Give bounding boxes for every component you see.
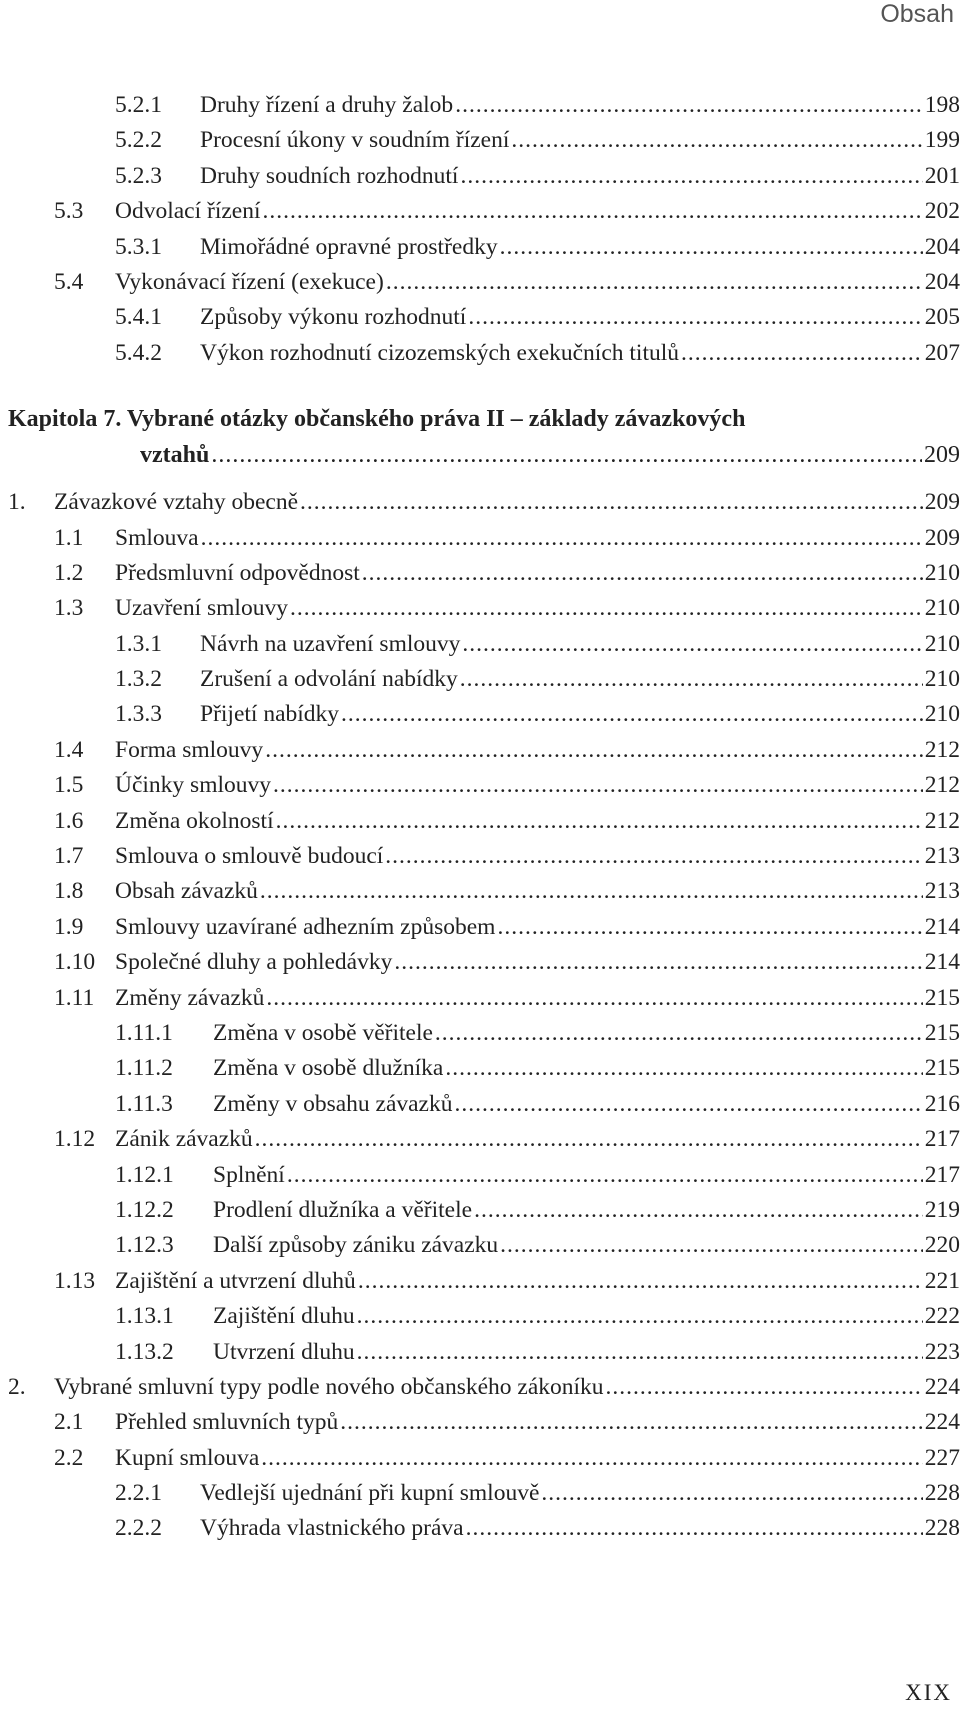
- toc-entry-number: 1.1: [54, 524, 84, 551]
- toc-entry-title: Druhy soudních rozhodnutí: [200, 159, 458, 194]
- dot-leader: [276, 804, 923, 839]
- toc-entry[interactable]: [0, 230, 960, 265]
- toc-entry-number: 1.3.2: [115, 666, 162, 693]
- toc-entry-page: 205: [924, 304, 960, 331]
- toc-entry-title: Prodlení dlužníka a věřitele: [213, 1193, 472, 1228]
- toc-entry-number: 5.4.1: [115, 304, 162, 331]
- dot-leader: [455, 88, 923, 123]
- toc-entry-body: [213, 1051, 960, 1086]
- toc-entry[interactable]: [0, 1476, 960, 1511]
- toc-entry-title: Další způsoby zániku závazku: [213, 1228, 498, 1263]
- toc-entry-body: [115, 981, 960, 1016]
- toc-entry-page: 204: [924, 233, 960, 260]
- toc-entry-number: 1.10: [54, 949, 96, 976]
- toc-entry[interactable]: [0, 768, 960, 803]
- dot-leader: [394, 945, 922, 980]
- toc-entry[interactable]: [0, 981, 960, 1016]
- dot-leader: [362, 556, 923, 591]
- toc-entry[interactable]: [0, 804, 960, 839]
- toc-entry-number: 1.11.3: [115, 1090, 173, 1117]
- toc-entry-title: Účinky smlouvy: [115, 768, 271, 803]
- toc-entry-page: 219: [924, 1196, 960, 1223]
- toc-entry-body: [200, 1476, 960, 1511]
- toc-entry-title: Změna v osobě věřitele: [213, 1016, 433, 1051]
- toc-entry-page: 204: [924, 268, 960, 295]
- toc-entry[interactable]: [0, 336, 960, 371]
- chapter-title: Kapitola 7. Vybrané otázky občanského práva II – základy závazkových: [8, 406, 746, 433]
- toc-entry-number: 2.: [8, 1373, 26, 1400]
- toc-section-bottom: [0, 485, 960, 1547]
- toc-entry-number: 1.11: [54, 984, 95, 1011]
- toc-entry-page: 227: [924, 1444, 960, 1471]
- dot-leader: [261, 1441, 922, 1476]
- toc-entry-number: 1.13.2: [115, 1338, 174, 1365]
- toc-entry-number: 1.3: [54, 595, 84, 622]
- chapter-title-end: vztahů: [140, 442, 210, 469]
- dot-leader: [300, 485, 923, 520]
- toc-entry-number: 1.12.1: [115, 1161, 174, 1188]
- toc-entry-title: Obsah závazků: [115, 874, 258, 909]
- toc-entry-title: Zajištění a utvrzení dluhů: [115, 1264, 356, 1299]
- toc-entry-body: [115, 733, 960, 768]
- toc-entry-page: 210: [924, 595, 960, 622]
- toc-entry-title: Přijetí nabídky: [200, 697, 339, 732]
- toc-entry-page: 214: [924, 913, 960, 940]
- toc-entry-number: 5.2.3: [115, 162, 162, 189]
- dot-leader: [340, 1405, 923, 1440]
- toc-entry-number: 5.3: [54, 198, 84, 225]
- toc-entry-page: 213: [924, 843, 960, 870]
- toc-entry-title: Kupní smlouva: [115, 1441, 259, 1476]
- toc-entry-body: [213, 1193, 960, 1228]
- toc-entry-body: [213, 1299, 960, 1334]
- toc-entry-title: Zánik závazků: [115, 1122, 253, 1157]
- dot-leader: [260, 874, 923, 909]
- toc-entry-body: [213, 1016, 960, 1051]
- toc-entry-page: 212: [924, 772, 960, 799]
- dot-leader: [211, 437, 922, 473]
- toc-entry-page: 228: [924, 1515, 960, 1542]
- dot-leader: [681, 336, 923, 371]
- toc-entry-page: 201: [924, 162, 960, 189]
- dot-leader: [460, 662, 923, 697]
- toc-entry-title: Smlouva o smlouvě budoucí: [115, 839, 383, 874]
- toc-entry[interactable]: [0, 194, 960, 229]
- toc-entry-title: Splnění: [213, 1158, 285, 1193]
- toc-entry-page: 210: [924, 559, 960, 586]
- toc-entry-page: 210: [924, 630, 960, 657]
- toc-entry-body: [115, 556, 960, 591]
- toc-entry-page: 207: [924, 339, 960, 366]
- toc-entry-page: 212: [924, 736, 960, 763]
- toc-entry-body: [115, 804, 960, 839]
- toc-entry-number: 1.11.2: [115, 1055, 173, 1082]
- dot-leader: [357, 1335, 923, 1370]
- toc-entry[interactable]: [0, 123, 960, 158]
- toc-entry[interactable]: [0, 1405, 960, 1440]
- toc-entry-title: Změny závazků: [115, 981, 264, 1016]
- dot-leader: [606, 1370, 923, 1405]
- toc-entry[interactable]: [0, 485, 960, 520]
- toc-entry-number: 5.4.2: [115, 339, 162, 366]
- toc-entry-page: 210: [924, 666, 960, 693]
- toc-entry-page: 222: [924, 1303, 960, 1330]
- toc-entry-number: 2.2.2: [115, 1515, 162, 1542]
- toc-entry-title: Výhrada vlastnického práva: [200, 1511, 464, 1546]
- toc-entry-title: Utvrzení dluhu: [213, 1335, 355, 1370]
- toc-entry-title: Společné dluhy a pohledávky: [115, 945, 392, 980]
- toc-entry-page: 199: [924, 127, 960, 154]
- toc-entry-page: 215: [924, 984, 960, 1011]
- toc-entry-page: 224: [924, 1373, 960, 1400]
- chapter-title-continuation: [140, 437, 960, 473]
- toc-entry[interactable]: [0, 1370, 960, 1405]
- dot-leader: [466, 1511, 923, 1546]
- toc-entry[interactable]: [0, 697, 960, 732]
- toc-section-top: [0, 88, 960, 371]
- dot-leader: [500, 230, 923, 265]
- toc-entry-number: 1.: [8, 489, 26, 516]
- toc-entry-body: [200, 159, 960, 194]
- toc-entry[interactable]: [0, 733, 960, 768]
- toc-entry-number: 2.1: [54, 1409, 84, 1436]
- toc-entry-number: 1.12.2: [115, 1196, 174, 1223]
- page-number: XIX: [905, 1680, 952, 1705]
- toc-entry-number: 1.2: [54, 559, 84, 586]
- toc-entry-body: [213, 1087, 960, 1122]
- dot-leader: [497, 910, 922, 945]
- toc-entry[interactable]: [0, 1441, 960, 1476]
- toc-entry[interactable]: [0, 1228, 960, 1263]
- toc-entry-body: [200, 1511, 960, 1546]
- running-header: Obsah: [880, 0, 954, 28]
- toc-entry-page: 209: [924, 524, 960, 551]
- toc-entry[interactable]: [0, 556, 960, 591]
- toc-entry[interactable]: [0, 1335, 960, 1370]
- dot-leader: [455, 1087, 923, 1122]
- table-of-contents: [0, 88, 960, 1547]
- toc-entry-title: Vykonávací řízení (exekuce): [115, 265, 384, 300]
- dot-leader: [468, 300, 922, 335]
- toc-entry-body: [200, 697, 960, 732]
- toc-entry-number: 5.4: [54, 268, 84, 295]
- dot-leader: [358, 1264, 923, 1299]
- toc-entry[interactable]: [0, 910, 960, 945]
- toc-entry-title: Procesní úkony v soudním řízení: [200, 123, 509, 158]
- toc-entry[interactable]: [0, 1299, 960, 1334]
- toc-entry-body: [200, 230, 960, 265]
- toc-entry-body: [115, 910, 960, 945]
- toc-entry-page: 217: [924, 1161, 960, 1188]
- toc-entry[interactable]: [0, 1122, 960, 1157]
- toc-entry[interactable]: [0, 1193, 960, 1228]
- dot-leader: [287, 1158, 923, 1193]
- dot-leader: [511, 123, 922, 158]
- toc-entry-title: Vybrané smluvní typy podle nového občanského zákoníku: [54, 1370, 604, 1405]
- toc-entry-number: 1.9: [54, 913, 84, 940]
- toc-entry-page: 210: [924, 701, 960, 728]
- toc-entry[interactable]: [0, 159, 960, 194]
- toc-entry-body: [200, 627, 960, 662]
- toc-entry-page: 198: [924, 92, 960, 118]
- toc-entry-page: 228: [924, 1480, 960, 1507]
- toc-entry-body: [115, 591, 960, 626]
- toc-entry-number: 1.12: [54, 1126, 96, 1153]
- toc-entry-body: [200, 336, 960, 371]
- dot-leader: [201, 521, 923, 556]
- toc-entry-title: Mimořádné opravné prostředky: [200, 230, 498, 265]
- toc-entry-number: 5.2.2: [115, 127, 162, 154]
- toc-entry-body: [213, 1228, 960, 1263]
- toc-entry[interactable]: [0, 1016, 960, 1051]
- toc-entry-number: 1.11.1: [115, 1019, 173, 1046]
- toc-entry-body: [200, 123, 960, 158]
- toc-entry-body: [115, 265, 960, 300]
- toc-entry-page: 223: [924, 1338, 960, 1365]
- toc-entry-number: 1.3.1: [115, 630, 162, 657]
- toc-entry-title: Návrh na uzavření smlouvy: [200, 627, 460, 662]
- toc-entry-number: 1.13.1: [115, 1303, 174, 1330]
- toc-entry-title: Změna v osobě dlužníka: [213, 1051, 443, 1086]
- toc-entry[interactable]: [0, 591, 960, 626]
- toc-entry-body: [213, 1158, 960, 1193]
- toc-entry[interactable]: [0, 521, 960, 556]
- toc-entry[interactable]: [0, 88, 960, 123]
- toc-entry-page: 209: [924, 489, 960, 516]
- toc-entry-title: Způsoby výkonu rozhodnutí: [200, 300, 466, 335]
- toc-entry-body: [200, 662, 960, 697]
- dot-leader: [385, 839, 922, 874]
- toc-entry-number: 1.6: [54, 807, 84, 834]
- toc-entry-page: 221: [924, 1267, 960, 1294]
- toc-entry-page: 202: [924, 198, 960, 225]
- toc-entry[interactable]: [0, 874, 960, 909]
- toc-entry-body: [115, 768, 960, 803]
- toc-entry-number: 1.7: [54, 843, 84, 870]
- toc-entry-number: 1.8: [54, 878, 84, 905]
- toc-entry-body: [115, 874, 960, 909]
- toc-entry-body: [200, 88, 960, 123]
- toc-entry[interactable]: [0, 945, 960, 980]
- toc-entry[interactable]: [0, 1158, 960, 1193]
- toc-entry-page: 214: [924, 949, 960, 976]
- toc-entry-body: [115, 1122, 960, 1157]
- toc-entry[interactable]: [0, 662, 960, 697]
- toc-entry-title: Změny v obsahu závazků: [213, 1087, 453, 1122]
- toc-entry-number: 1.4: [54, 736, 84, 763]
- toc-entry[interactable]: [0, 1051, 960, 1086]
- toc-entry-title: Předsmluvní odpovědnost: [115, 556, 360, 591]
- dot-leader: [435, 1016, 923, 1051]
- toc-entry-number: 1.13: [54, 1267, 96, 1294]
- toc-entry-number: 1.5: [54, 772, 84, 799]
- dot-leader: [462, 627, 922, 662]
- toc-entry-title: Vedlejší ujednání při kupní smlouvě: [200, 1476, 539, 1511]
- dot-leader: [500, 1228, 923, 1263]
- toc-entry-body: [54, 1370, 960, 1405]
- toc-entry[interactable]: [0, 1511, 960, 1546]
- toc-entry-body: [115, 1441, 960, 1476]
- dot-leader: [341, 697, 923, 732]
- dot-leader: [445, 1051, 922, 1086]
- dot-leader: [357, 1299, 923, 1334]
- toc-entry[interactable]: [0, 839, 960, 874]
- toc-entry-number: 1.3.3: [115, 701, 162, 728]
- toc-entry[interactable]: [0, 265, 960, 300]
- dot-leader: [255, 1122, 923, 1157]
- toc-entry-title: Závazkové vztahy obecně: [54, 485, 298, 520]
- toc-entry-body: [115, 945, 960, 980]
- dot-leader: [386, 265, 923, 300]
- toc-entry-title: Odvolací řízení: [115, 194, 261, 229]
- toc-entry-title: Zrušení a odvolání nabídky: [200, 662, 458, 697]
- toc-entry-page: 220: [924, 1232, 960, 1259]
- toc-entry-title: Přehled smluvních typů: [115, 1405, 338, 1440]
- toc-entry-number: 2.2.1: [115, 1480, 162, 1507]
- toc-entry-page: 213: [924, 878, 960, 905]
- dot-leader: [265, 733, 923, 768]
- toc-entry-title: Výkon rozhodnutí cizozemských exekučních titulů: [200, 336, 679, 371]
- toc-entry-body: [54, 485, 960, 520]
- toc-entry-body: [213, 1335, 960, 1370]
- toc-entry-title: Smlouva: [115, 521, 199, 556]
- chapter-page-number: 209: [924, 442, 960, 469]
- dot-leader: [460, 159, 922, 194]
- toc-entry-number: 5.3.1: [115, 233, 162, 260]
- toc-entry-body: [115, 194, 960, 229]
- chapter-heading[interactable]: [0, 401, 960, 481]
- toc-entry-page: 224: [924, 1409, 960, 1436]
- dot-leader: [263, 194, 923, 229]
- toc-entry-title: Uzavření smlouvy: [115, 591, 288, 626]
- dot-leader: [273, 768, 923, 803]
- toc-entry-title: Smlouvy uzavírané adhezním způsobem: [115, 910, 495, 945]
- toc-entry[interactable]: [0, 300, 960, 335]
- toc-entry-body: [200, 300, 960, 335]
- toc-entry-number: 1.12.3: [115, 1232, 174, 1259]
- toc-entry[interactable]: [0, 1087, 960, 1122]
- dot-leader: [290, 591, 923, 626]
- toc-entry[interactable]: [0, 1264, 960, 1299]
- dot-leader: [266, 981, 922, 1016]
- toc-entry-title: Druhy řízení a druhy žalob: [200, 88, 453, 123]
- toc-entry-body: [115, 1405, 960, 1440]
- toc-entry-title: Forma smlouvy: [115, 733, 263, 768]
- toc-entry-page: 215: [924, 1019, 960, 1046]
- dot-leader: [474, 1193, 923, 1228]
- toc-entry-body: [115, 839, 960, 874]
- toc-entry-page: 215: [924, 1055, 960, 1082]
- toc-entry-page: 216: [924, 1090, 960, 1117]
- toc-entry-body: [115, 521, 960, 556]
- toc-entry[interactable]: [0, 627, 960, 662]
- dot-leader: [541, 1476, 922, 1511]
- toc-entry-title: Zajištění dluhu: [213, 1299, 355, 1334]
- toc-entry-number: 2.2: [54, 1444, 84, 1471]
- toc-entry-page: 212: [924, 807, 960, 834]
- toc-entry-title: Změna okolností: [115, 804, 274, 839]
- toc-entry-number: 5.2.1: [115, 92, 162, 118]
- toc-entry-page: 217: [924, 1126, 960, 1153]
- toc-entry-body: [115, 1264, 960, 1299]
